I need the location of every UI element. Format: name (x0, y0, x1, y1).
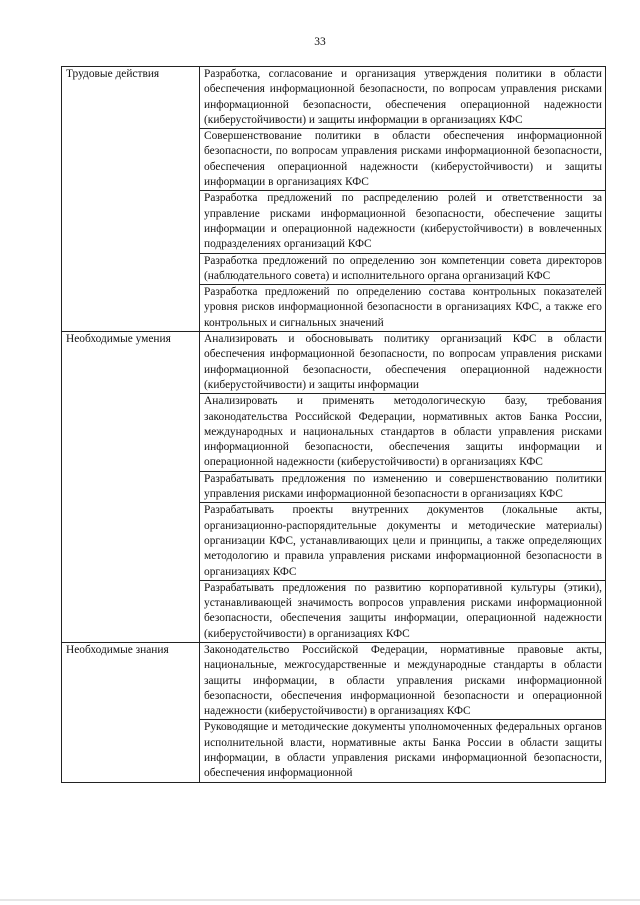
section-label-required-knowledge: Необходимые знания (62, 642, 200, 782)
table-cell: Разработка предложений по определению зон компетенции совета директоров (наблюдательного совета) и исполнительного органа организаций КФС (200, 253, 606, 285)
table-row (62, 67, 606, 129)
table-row (62, 642, 606, 719)
table-cell: Разработка предложений по распределению ролей и ответственности за управление рисками информационной безопасности, обеспечение защиты информации и операционной надежности (киберустойчивости) в вовлеченных подразделениях организаций КФС (200, 191, 606, 253)
table-cell: Разрабатывать проекты внутренних документов (локальные акты, организационно-распорядительные документы и методические материалы) организации КФС, устанавливающих цели и принципы, а также определяющих методологию и правила управления рисками информационной безопасности в организациях КФС (200, 503, 606, 580)
scan-edge (0, 899, 640, 901)
table-cell: Анализировать и применять методологическую базу, требования законодательства Российской Федерации, нормативных актов Банка России, международных и национальных стандартов в области управления рисками информационной безопасности, обеспечения защиты информации и операционной надежности (киберустойчивости) в организациях КФС (200, 394, 606, 471)
table-cell: Совершенствование политики в области обеспечения информационной безопасности, по вопросам управления рисками информационной безопасности, обеспечения операционной надежности (киберустойчивости) и защиты информации в организациях КФС (200, 129, 606, 191)
table-cell: Разрабатывать предложения по изменению и совершенствованию политики управления рисками информационной безопасности в организациях КФС (200, 471, 606, 503)
competency-table (61, 66, 606, 783)
table-cell: Законодательство Российской Федерации, нормативные правовые акты, национальные, межгосударственные и международные стандарты в области защиты информации, в области управления рисками информационной безопасности, обеспечения информационной безопасности и операционной надежности (киберустойчивости) в организациях КФС (200, 642, 606, 719)
table-cell: Разработка, согласование и организация утверждения политики в области обеспечения информационной безопасности, по вопросам управления рисками информационной безопасности, обеспечения операционной надежности (киберустойчивости) и защиты информации в организациях КФС (200, 67, 606, 129)
page-number: 33 (314, 36, 326, 48)
table-cell: Разрабатывать предложения по развитию корпоративной культуры (этики), устанавливающей значимость вопросов управления рисками информационной безопасности, обеспечения защиты информации, операционной надежности (киберустойчивости) в организациях КФС (200, 580, 606, 642)
table-cell: Разработка предложений по определению состава контрольных показателей уровня рисков информационной безопасности в организациях КФС, а также его контрольных и сигнальных значений (200, 285, 606, 332)
section-label-labor-actions: Трудовые действия (62, 67, 200, 332)
table-row (62, 332, 606, 394)
table-cell: Руководящие и методические документы уполномоченных федеральных органов исполнительной власти, нормативные акты Банка России в области защиты информации, в области управления рисками информационной безопасности, обеспечения информационной (200, 720, 606, 782)
table-cell: Анализировать и обосновывать политику организаций КФС в области обеспечения информационной безопасности, по вопросам управления рисками информационной безопасности, обеспечения операционной надежности (киберустойчивости) и защиты информации (200, 332, 606, 394)
section-label-required-skills: Необходимые умения (62, 332, 200, 643)
